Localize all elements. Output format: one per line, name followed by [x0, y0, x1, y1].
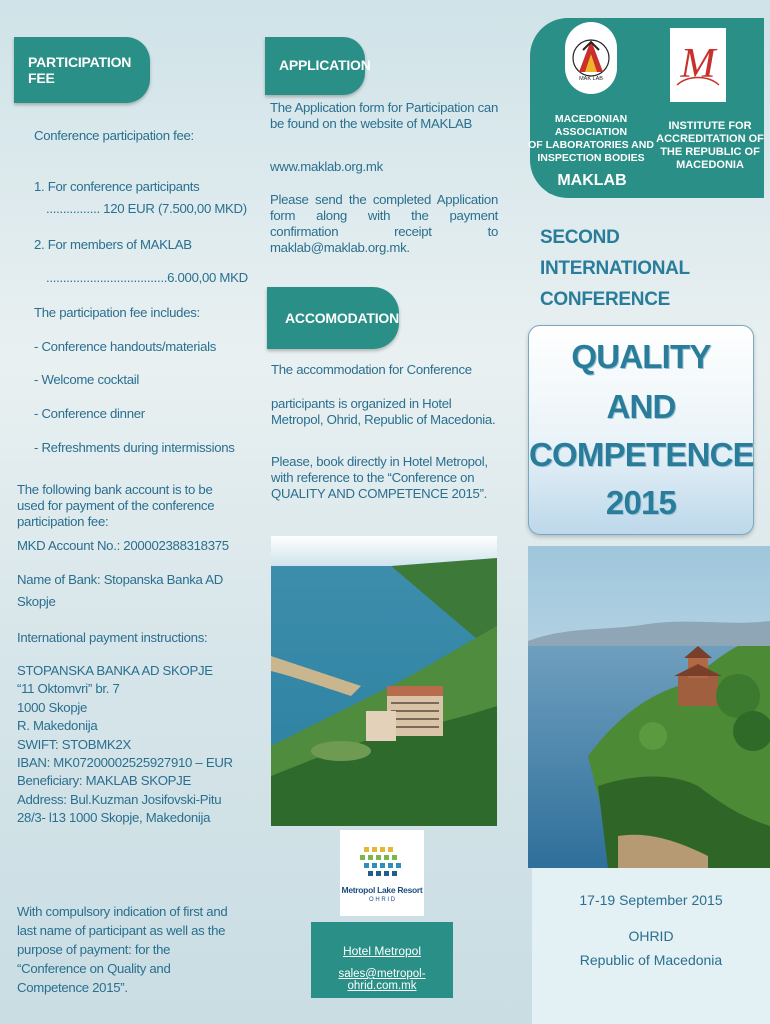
includes-item: - Refreshments during intermissions — [34, 440, 235, 455]
intl-line: R. Makedonija — [17, 718, 98, 734]
institute-logo — [670, 28, 726, 102]
intl-line: Address: Bul.Kuzman Josifovski-Pitu — [17, 791, 222, 807]
maklab-short-name: MAKLAB — [546, 168, 638, 194]
metropol-logo-icon — [356, 843, 408, 883]
application-heading: APPLICATION — [265, 37, 365, 95]
ohrid-landscape-photo — [528, 546, 770, 868]
payment-note: With compulsory indication of first and last name of participant as well as the purpose of payment: for the “Conference on Quality and Competence 2015”. — [17, 904, 228, 995]
accommodation-text-3: Please, book directly in Hotel Metropol, with reference to the “Conference on QUALITY AND COMPETENCE 2015”. — [271, 454, 488, 501]
fee-item-2-price: ....................................6.000,00 MKD — [46, 270, 248, 285]
conference-title-box — [528, 325, 754, 535]
hotel-name-link[interactable]: Hotel Metropol — [342, 944, 422, 958]
conference-dates: 17-19 September 2015 — [579, 892, 723, 908]
maklab-full-name: MACEDONIAN ASSOCIATION OF LABORATORIES AND INSPECTION BODIES — [528, 113, 654, 164]
application-url[interactable]: www.maklab.org.mk — [270, 159, 383, 174]
participation-fee-heading: PARTICIPATION FEE — [14, 37, 150, 103]
fee-item-1-price: ................ 120 EUR (7.500,00 MKD) — [46, 201, 247, 216]
application-text-1: The Application form for Participation can be found on the website of MAKLAB — [270, 100, 498, 131]
maklab-logo — [565, 22, 617, 94]
conference-country: Republic of Macedonia — [579, 952, 723, 968]
svg-text:M: M — [680, 41, 716, 87]
institute-name: INSTITUTE FOR ACCREDITATION OF THE REPUBLIC OF MACEDONIA — [656, 120, 764, 171]
includes-item: - Conference dinner — [34, 406, 145, 421]
includes-item: - Conference handouts/materials — [34, 339, 217, 354]
includes-label: The participation fee includes: — [34, 305, 200, 320]
conference-title-line: AND — [606, 388, 676, 425]
intl-line: “11 Oktomvri” br. 7 — [17, 681, 120, 697]
fee-item-1: 1. For conference participants — [34, 179, 200, 194]
intl-line: 1000 Skopje — [17, 699, 88, 715]
intl-instructions — [17, 662, 233, 828]
accommodation-heading: ACCOMODATION — [267, 287, 399, 349]
metropol-logo — [340, 830, 424, 916]
bank-intro: The following bank account is to be used for payment of the conference participation fee: — [17, 482, 215, 529]
conference-title-line: COMPETENCE — [529, 436, 754, 473]
account-number: MKD Account No.: 200002388318375 — [17, 538, 229, 553]
metropol-logo-name: Metropol Lake Resort — [341, 885, 423, 895]
metropol-logo-city: O H R I D — [368, 897, 395, 903]
accommodation-text-1: The accommodation for Conference — [271, 362, 472, 377]
bank-name-city: Skopje — [17, 594, 56, 609]
conference-city: OHRID — [628, 928, 674, 944]
intl-line: STOPANSKA BANKA AD SKOPJE — [17, 663, 213, 678]
conference-title-line: QUALITY — [571, 338, 711, 375]
intl-label: International payment instructions: — [17, 630, 208, 645]
intl-line: 28/3- l13 1000 Skopje, Makedonija — [17, 810, 211, 826]
maklab-logo-icon — [571, 28, 611, 88]
application-text-2: Please send the completed Application form along with the payment confirmation receipt to maklab@maklab.org.mk. — [270, 192, 498, 255]
fee-item-2: 2. For members of MAKLAB — [34, 237, 192, 252]
conference-subtitle: SECOND INTERNATIONAL CONFERENCE — [540, 227, 690, 310]
fee-label: Conference participation fee: — [34, 128, 194, 143]
conference-details-panel — [532, 868, 770, 1024]
includes-item: - Welcome cocktail — [34, 372, 140, 387]
hotel-email-link[interactable]: sales@metropol-ohrid.com.mk — [338, 968, 426, 992]
accommodation-text-2: participants is organized in Hotel Metropol, Ohrid, Republic of Macedonia. — [271, 396, 496, 427]
intl-line: Beneficiary: MAKLAB SKOPJE — [17, 773, 191, 789]
institute-logo-icon — [673, 35, 723, 95]
intl-line: SWIFT: STOBMK2X — [17, 736, 131, 752]
intl-line: IBAN: MK07200002525927910 – EUR — [17, 755, 233, 771]
hotel-contact-box — [311, 922, 453, 998]
hotel-aerial-photo — [271, 536, 497, 826]
conference-title-line: 2015 — [605, 484, 677, 521]
bank-name: Name of Bank: Stopanska Banka AD — [17, 572, 223, 587]
svg-text:MAK LAB: MAK LAB — [579, 76, 603, 82]
